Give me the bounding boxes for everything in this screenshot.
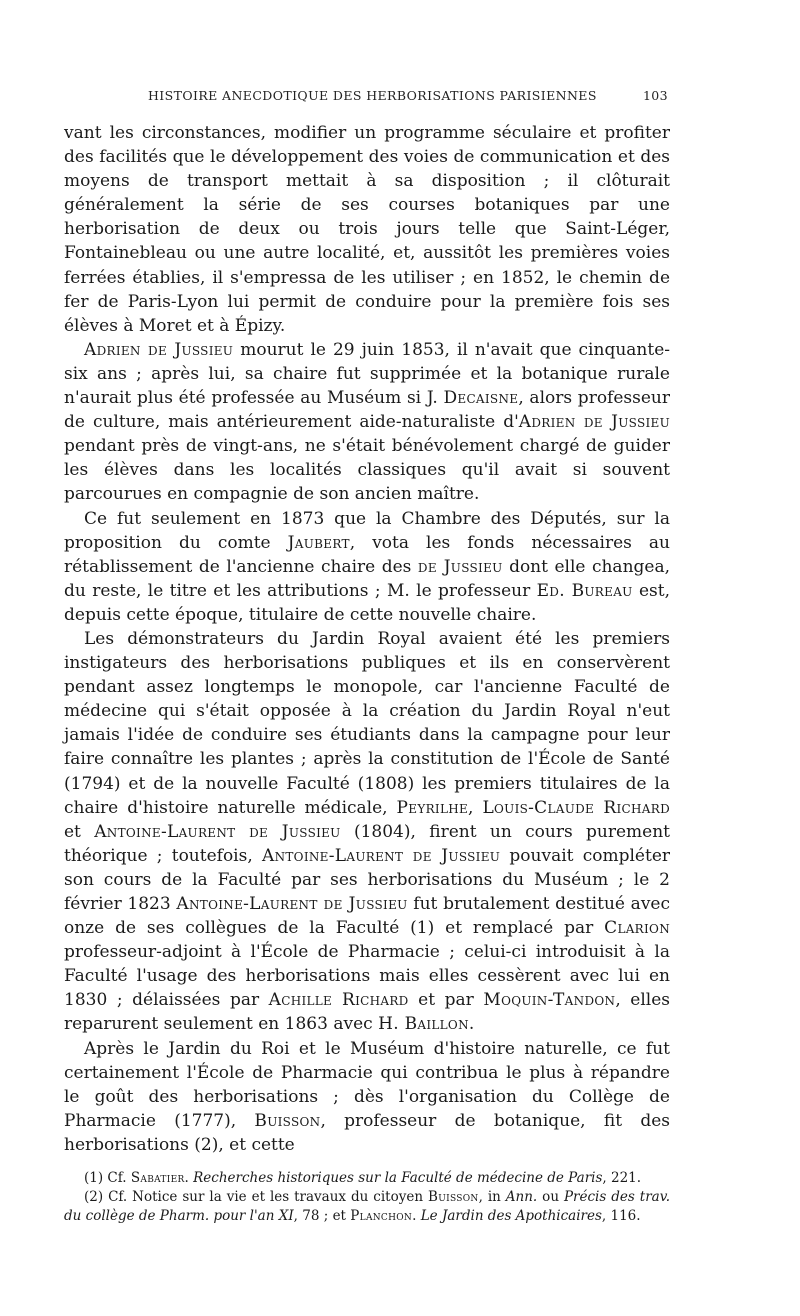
- main-text: [64, 121, 670, 1157]
- person-name: Clarion: [604, 918, 670, 939]
- person-name: Buisson: [427, 1189, 479, 1206]
- text-run: .: [184, 1170, 194, 1187]
- person-name: Moquin-Tandon: [483, 990, 616, 1011]
- text-run: , alors professeur de culture, mais antérieurement aide-naturaliste d': [64, 388, 670, 433]
- running-header: [64, 88, 670, 103]
- person-name: Ed. Bureau: [536, 580, 633, 601]
- text-run: pouvait compléter son cours de la Faculté par ses herborisations du Muséum ; le 2 février 1823: [64, 845, 671, 914]
- person-name: Achille Richard: [268, 990, 409, 1011]
- paragraph-5: [64, 1037, 670, 1157]
- person-name: Louis-Claude Richard: [482, 797, 671, 818]
- text-run: (1) Cf.: [84, 1170, 131, 1187]
- text-run: ou: [537, 1189, 564, 1206]
- text-run: , 116.: [601, 1208, 641, 1225]
- footnotes: [64, 1169, 670, 1226]
- text-run: pendant près de vingt-ans, ne s'était bénévolement chargé de guider les élèves dans les localités classiques qu'il avait si souvent parcourues en compagnie de son ancien maître.: [64, 436, 670, 505]
- person-name: Sabatier: [130, 1170, 185, 1187]
- person-name: Antoine-Laurent de Jussieu: [262, 845, 501, 866]
- text-run: et par: [408, 990, 484, 1011]
- text-run: fut brutalement destitué avec onze de ses collègues de la Faculté (1) et remplacé par: [64, 894, 671, 939]
- text-run: Après le Jardin du Roi et le Muséum d'histoire naturelle, ce fut certainement l'École de Pharmacie qui contribua le plus à répandre le goût des herborisations ; dès l'organisation du Collège de Pharmacie (1777),: [64, 1038, 670, 1131]
- work-title: Recherches historiques sur la Faculté de médecine de Paris: [193, 1170, 603, 1187]
- text-run: , professeur de botanique, fit des herborisations (2), et cette: [64, 1110, 670, 1155]
- work-title: Ann.: [505, 1189, 538, 1206]
- text-run: dont elle changea, du reste, le titre et les attributions ; M. le professeur: [64, 556, 670, 601]
- text-run: (2) Cf. Notice sur la vie et les travaux du citoyen: [84, 1189, 428, 1206]
- text-run: , 221.: [602, 1170, 642, 1187]
- person-name: Jaubert: [287, 532, 350, 553]
- paragraph-2: [64, 338, 670, 507]
- text-run: Ce fut seulement en 1873 que la Chambre des Députés, sur la proposition du comte: [64, 508, 670, 553]
- text-run: , elles reparurent seulement en 1863 avec: [64, 990, 671, 1035]
- person-name: de Jussieu: [417, 556, 503, 577]
- work-title: Précis des trav. du collège de Pharm. pour l'an XI: [64, 1189, 671, 1225]
- text-run: ,: [468, 797, 483, 818]
- paragraph-3: [64, 507, 670, 627]
- work-title: Le Jardin des Apothicaires: [420, 1208, 602, 1225]
- text-run: professeur-adjoint à l'École de Pharmacie ; celui-ci introduisit à la Faculté l'usage des herborisations mais elles cessèrent avec lui en 1830 ; délaissées par: [64, 942, 670, 1011]
- page-number: 103: [642, 88, 668, 103]
- text-run: et: [64, 821, 95, 842]
- person-name: Adrien de Jussieu: [518, 412, 670, 433]
- book-page: [64, 88, 670, 1226]
- text-run: .: [412, 1208, 421, 1225]
- person-name: Peyrilhe: [396, 797, 469, 818]
- person-name: Adrien de Jussieu: [84, 339, 234, 360]
- running-title: HISTOIRE ANECDOTIQUE DES HERBORISATIONS PARISIENNES: [148, 88, 597, 103]
- text-run: , vota les fonds nécessaires au rétablissement de l'ancienne chaire des: [64, 532, 670, 577]
- paragraph-1: [64, 121, 670, 338]
- person-name: Antoine-Laurent de Jussieu: [94, 821, 341, 842]
- text-run: .: [468, 1014, 475, 1035]
- footnote-2: [64, 1188, 670, 1226]
- text-run: est, depuis cette époque, titulaire de cette nouvelle chaire.: [64, 580, 670, 625]
- person-name: Planchon: [350, 1208, 413, 1225]
- footnote-1: [64, 1169, 670, 1188]
- paragraph-4: [64, 627, 670, 1037]
- text-run: Les démonstrateurs du Jardin Royal avaient été les premiers instigateurs des herborisations publiques et ils en conservèrent pendant assez longtemps le monopole, car l'ancienne Faculté de médecine qui s'était opposée à la création du Jardin Royal n'eut jamais l'idée de conduire ses étudiants dans la campagne pour leur faire connaître les plantes ; après la constitution de l'École de Santé (1794) et de la nouvelle Faculté (1808) les premiers titulaires de la chaire d'histoire naturelle médicale,: [64, 628, 670, 818]
- text-run: vant les circonstances, modifier un programme séculaire et profiter des facilités que le développement des voies de communication et des moyens de transport mettait à sa disposition ; il clôturait généralement la série de ses courses botaniques par une herborisation de deux ou trois jours telle que Saint-Léger, Fontainebleau ou une autre localité, et, aussitôt les premières voies ferrées établies, il s'empressa de les utiliser ; en 1852, le chemin de fer de Paris-Lyon lui permit de conduire pour la première fois ses élèves à Moret et à Épizy.: [64, 123, 670, 336]
- person-name: Antoine-Laurent de Jussieu: [176, 894, 408, 914]
- person-name: H. Baillon: [378, 1014, 469, 1035]
- text-run: , 78 ; et: [293, 1208, 351, 1225]
- text-run: (1804), firent un cours purement théorique ; toutefois,: [64, 821, 670, 866]
- text-run: mourut le 29 juin 1853, il n'avait que cinquante-six ans ; après lui, sa chaire fut supprimée et la botanique rurale n'aurait plus été professée au Muséum si J.: [64, 339, 670, 409]
- person-name: Buisson: [254, 1110, 321, 1131]
- person-name: Decaisne: [443, 388, 519, 409]
- text-run: , in: [478, 1189, 506, 1206]
